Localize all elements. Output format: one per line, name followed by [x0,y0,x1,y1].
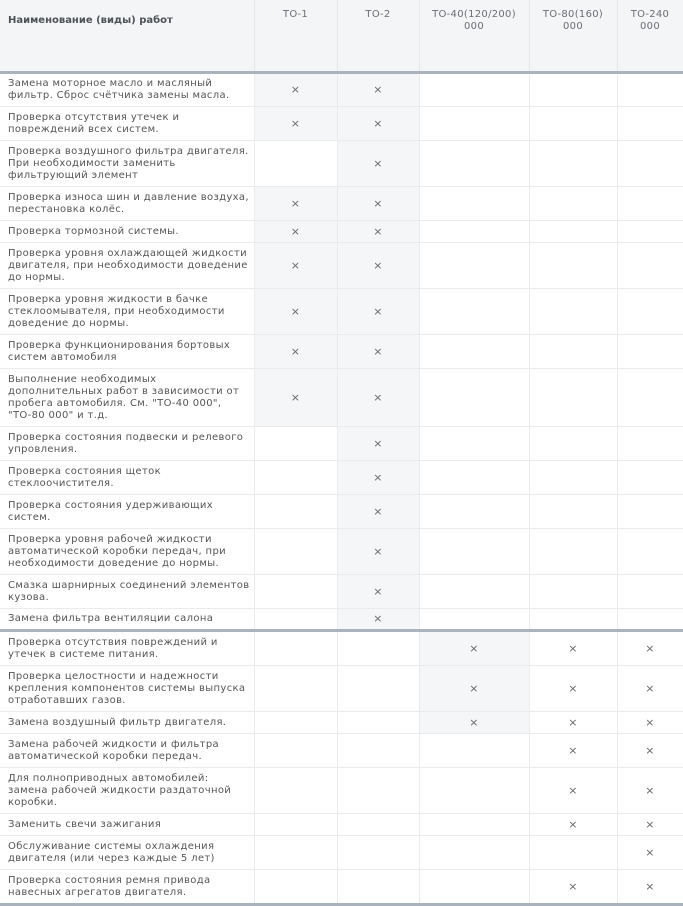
mark-cell-to80 [529,141,617,187]
check-mark-icon: × [373,83,383,96]
mark-cell-to80 [529,107,617,141]
mark-cell-to40 [419,221,529,243]
table-row [0,575,683,609]
mark-cell-to2 [337,495,419,529]
row-work-name: Проверка целостности и надежности крепления компонентов системы выпуска отработавших газов. [0,666,254,712]
check-mark-icon: × [373,224,383,238]
check-mark-icon: × [373,258,383,272]
mark-cell-to1 [254,427,337,461]
mark-cell-to2 [337,335,419,369]
column-header-to240-label: ТО-240 000 [630,9,670,32]
mark-cell-to80 [529,335,617,369]
mark-cell-to1 [254,575,337,609]
mark-cell-to80 [529,73,617,107]
mark-cell-to240 [617,836,683,870]
row-work-name: Проверка отсутствия утечек и повреждений всех систем. [0,107,254,141]
check-mark-icon: × [373,344,383,358]
row-work-name: Проверка уровня жидкости в бачке стеклоомывателя, при необходимости доведение до нормы. [0,289,254,335]
check-mark-icon: × [373,612,383,625]
mark-cell-to240 [617,73,683,107]
mark-cell-to240 [617,221,683,243]
row-work-name: Выполнение необходимых дополнительных работ в зависимости от пробега автомобиля. См. "ТО-40 000", "ТО-80 000" и т.д. [0,369,254,427]
mark-cell-to1 [254,836,337,870]
mark-cell-to40 [419,243,529,289]
mark-cell-to80 [529,609,617,631]
check-mark-icon: × [290,304,301,318]
row-work-name: Замена рабочей жидкости и фильтра автоматической коробки передач. [0,734,254,768]
mark-cell-to2 [337,461,419,495]
mark-cell-to2 [337,221,419,243]
check-mark-icon: × [645,879,655,893]
check-mark-icon: × [290,390,301,404]
mark-cell-to40 [419,575,529,609]
row-work-name: Проверка состояния щеток стеклоочистителя. [0,461,254,495]
check-mark-icon: × [373,304,383,318]
mark-cell-to2 [337,836,419,870]
check-mark-icon: × [568,783,578,797]
check-mark-icon: × [568,817,578,831]
check-mark-icon: × [373,544,383,558]
check-mark-icon: × [373,196,383,210]
mark-cell-to40 [419,289,529,335]
table-row [0,141,683,187]
mark-cell-to80 [529,187,617,221]
row-work-name: Проверка отсутствия повреждений и утечек в системе питания. [0,631,254,666]
mark-cell-to240 [617,666,683,712]
mark-cell-to240 [617,427,683,461]
table-row [0,187,683,221]
check-mark-icon: × [645,641,655,655]
mark-cell-to2 [337,631,419,666]
mark-cell-to1 [254,666,337,712]
mark-cell-to80 [529,529,617,575]
mark-cell-to1 [254,609,337,631]
mark-cell-to240 [617,609,683,631]
table-row [0,529,683,575]
row-work-name: Проверка состояния удерживающих систем. [0,495,254,529]
mark-cell-to240 [617,712,683,734]
mark-cell-to240 [617,768,683,814]
mark-cell-to240 [617,631,683,666]
column-header-to40-label: ТО-40(120/200) 000 [432,9,516,32]
table-row [0,461,683,495]
row-work-name: Проверка функционирования бортовых систем автомобиля [0,335,254,369]
table-row [0,335,683,369]
row-work-name: Проверка состояния ремня привода навесных агрегатов двигателя. [0,870,254,905]
column-header-to80 [529,0,617,73]
check-mark-icon: × [373,116,383,130]
mark-cell-to40 [419,427,529,461]
mark-cell-to1 [254,335,337,369]
check-mark-icon: × [290,196,301,210]
mark-cell-to2 [337,107,419,141]
check-mark-icon: × [373,584,383,598]
mark-cell-to240 [617,529,683,575]
check-mark-icon: × [290,258,301,272]
check-mark-icon: × [290,344,301,358]
mark-cell-to1 [254,289,337,335]
mark-cell-to40 [419,666,529,712]
table-row [0,221,683,243]
mark-cell-to80 [529,836,617,870]
mark-cell-to1 [254,187,337,221]
mark-cell-to80 [529,814,617,836]
check-mark-icon: × [290,83,301,96]
table-row [0,814,683,836]
mark-cell-to80 [529,221,617,243]
mark-cell-to240 [617,461,683,495]
check-mark-icon: × [568,681,578,695]
mark-cell-to80 [529,666,617,712]
row-work-name: Замена фильтра вентиляции салона [0,609,254,631]
mark-cell-to1 [254,734,337,768]
check-mark-icon: × [645,845,655,859]
mark-cell-to80 [529,461,617,495]
mark-cell-to240 [617,187,683,221]
check-mark-icon: × [373,436,383,450]
column-header-to80-label: ТО-80(160) 000 [542,9,604,32]
check-mark-icon: × [645,743,655,757]
mark-cell-to2 [337,289,419,335]
mark-cell-to1 [254,529,337,575]
mark-cell-to2 [337,243,419,289]
table-row [0,243,683,289]
column-header-name: Наименование (виды) работ [0,0,254,73]
mark-cell-to2 [337,369,419,427]
row-work-name: Проверка уровня охлаждающей жидкости двигателя, при необходимости доведение до нормы. [0,243,254,289]
mark-cell-to40 [419,73,529,107]
mark-cell-to40 [419,814,529,836]
column-header-to1: ТО-1 [254,0,337,73]
mark-cell-to1 [254,221,337,243]
mark-cell-to2 [337,814,419,836]
mark-cell-to240 [617,870,683,905]
mark-cell-to2 [337,575,419,609]
row-work-name: Проверка воздушного фильтра двигателя. При необходимости заменить фильтрующий элемент [0,141,254,187]
check-mark-icon: × [469,681,479,695]
mark-cell-to240 [617,141,683,187]
mark-cell-to40 [419,609,529,631]
check-mark-icon: × [645,681,655,695]
mark-cell-to40 [419,335,529,369]
mark-cell-to240 [617,289,683,335]
mark-cell-to240 [617,734,683,768]
mark-cell-to1 [254,73,337,107]
row-work-name: Заменить свечи зажигания [0,814,254,836]
check-mark-icon: × [373,390,383,404]
mark-cell-to1 [254,814,337,836]
mark-cell-to1 [254,243,337,289]
table-row [0,427,683,461]
mark-cell-to40 [419,768,529,814]
check-mark-icon: × [645,817,655,831]
row-work-name: Замена моторное масло и масляный фильтр. Сброс счётчика замены масла. [0,73,254,107]
check-mark-icon: × [290,116,301,130]
check-mark-icon: × [568,743,578,757]
mark-cell-to240 [617,335,683,369]
mark-cell-to80 [529,495,617,529]
mark-cell-to1 [254,107,337,141]
mark-cell-to1 [254,369,337,427]
check-mark-icon: × [645,783,655,797]
mark-cell-to40 [419,529,529,575]
check-mark-icon: × [568,879,578,893]
mark-cell-to40 [419,734,529,768]
table-row [0,107,683,141]
mark-cell-to2 [337,427,419,461]
mark-cell-to2 [337,529,419,575]
table-row [0,734,683,768]
check-mark-icon: × [373,156,383,170]
header-row [0,0,683,73]
table-row [0,495,683,529]
mark-cell-to80 [529,289,617,335]
table-row [0,666,683,712]
table-row [0,712,683,734]
check-mark-icon: × [568,641,578,655]
check-mark-icon: × [290,224,301,238]
mark-cell-to1 [254,461,337,495]
mark-cell-to40 [419,631,529,666]
mark-cell-to40 [419,369,529,427]
row-work-name: Обслуживание системы охлаждения двигателя (или через каждые 5 лет) [0,836,254,870]
mark-cell-to80 [529,575,617,609]
mark-cell-to2 [337,141,419,187]
check-mark-icon: × [469,715,479,729]
table-row [0,631,683,666]
mark-cell-to80 [529,369,617,427]
table-body [0,73,683,905]
mark-cell-to1 [254,870,337,905]
mark-cell-to80 [529,712,617,734]
mark-cell-to2 [337,187,419,221]
mark-cell-to80 [529,631,617,666]
column-header-to40 [419,0,529,73]
mark-cell-to40 [419,836,529,870]
check-mark-icon: × [373,504,383,518]
row-work-name: Проверка уровня рабочей жидкости автоматической коробки передач, при необходимости доведение до нормы. [0,529,254,575]
mark-cell-to240 [617,107,683,141]
mark-cell-to240 [617,243,683,289]
mark-cell-to2 [337,734,419,768]
mark-cell-to2 [337,609,419,631]
mark-cell-to240 [617,369,683,427]
mark-cell-to1 [254,712,337,734]
mark-cell-to2 [337,73,419,107]
mark-cell-to2 [337,768,419,814]
mark-cell-to80 [529,768,617,814]
mark-cell-to1 [254,495,337,529]
row-work-name: Для полноприводных автомобилей: замена рабочей жидкости раздаточной коробки. [0,768,254,814]
mark-cell-to2 [337,870,419,905]
row-work-name: Проверка тормозной системы. [0,221,254,243]
check-mark-icon: × [568,715,578,729]
check-mark-icon: × [645,715,655,729]
mark-cell-to2 [337,666,419,712]
table-row [0,870,683,905]
mark-cell-to2 [337,712,419,734]
mark-cell-to40 [419,461,529,495]
mark-cell-to240 [617,495,683,529]
mark-cell-to40 [419,187,529,221]
table-row [0,768,683,814]
table-row [0,609,683,631]
mark-cell-to1 [254,141,337,187]
check-mark-icon: × [469,641,479,655]
mark-cell-to80 [529,427,617,461]
row-work-name: Замена воздушный фильтр двигателя. [0,712,254,734]
table-row [0,289,683,335]
mark-cell-to40 [419,495,529,529]
mark-cell-to1 [254,631,337,666]
row-work-name: Проверка состояния подвески и релевого упровления. [0,427,254,461]
mark-cell-to80 [529,734,617,768]
mark-cell-to80 [529,243,617,289]
mark-cell-to40 [419,870,529,905]
table-row [0,836,683,870]
row-work-name: Смазка шарнирных соединений элементов кузова. [0,575,254,609]
column-header-to240 [617,0,683,73]
row-work-name: Проверка износа шин и давление воздуха, перестановка колёс. [0,187,254,221]
check-mark-icon: × [373,470,383,484]
mark-cell-to40 [419,712,529,734]
table-row [0,73,683,107]
mark-cell-to80 [529,870,617,905]
mark-cell-to240 [617,814,683,836]
mark-cell-to240 [617,575,683,609]
mark-cell-to1 [254,768,337,814]
mark-cell-to40 [419,141,529,187]
table-row [0,369,683,427]
mark-cell-to40 [419,107,529,141]
column-header-to2: ТО-2 [337,0,419,73]
